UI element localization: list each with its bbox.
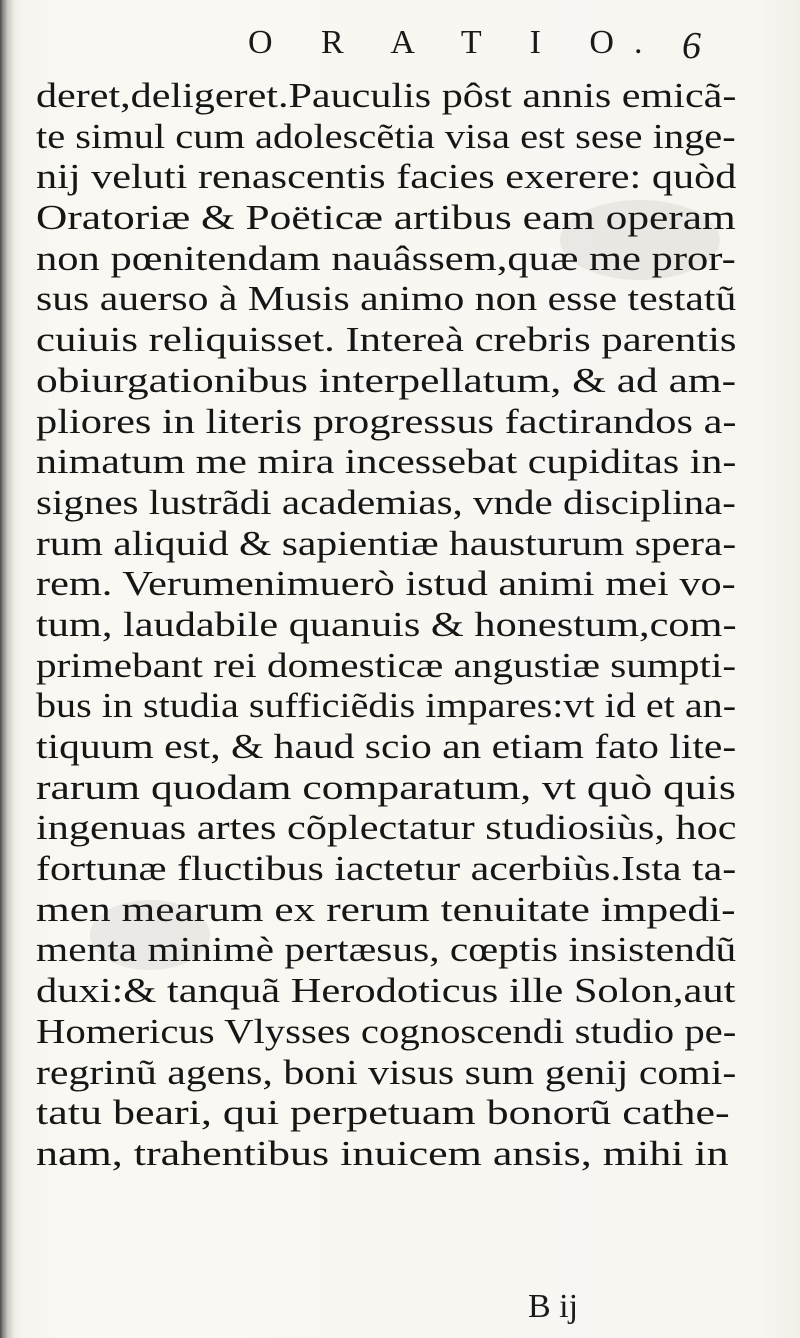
text-line: pliores in literis progressus factirandos a-: [36, 401, 737, 441]
text-line: rem. Verumenimuerò istud animi mei vo-: [36, 564, 736, 604]
text-line: primebant rei domesticæ angustiæ sumpti-: [36, 645, 737, 685]
text-line: bus in studia sufficiẽdis impares:vt id et an-: [36, 686, 737, 726]
text-line: non pœnitendam nauâssem,quæ me pror-: [36, 238, 736, 278]
text-line: fortunæ fluctibus iactetur acerbiùs.Ista ta-: [36, 849, 737, 889]
text-line: ingenuas artes cõplectatur studiosiùs, hoc: [36, 808, 737, 848]
text-line: men mearum ex rerum tenuitate impedi-: [36, 889, 736, 929]
text-line: tiquum est, & haud scio an etiam fato lite-: [36, 727, 737, 766]
text-line: tatu beari, qui perpetuam bonorũ cathe-: [36, 1093, 730, 1133]
text-line: menta minimè pertæsus, cœptis insistendũ: [36, 930, 737, 970]
running-head: O R A T I O.: [248, 24, 663, 61]
text-line: rarum quodam comparatum, vt quò quis: [36, 767, 736, 807]
text-line: sus auerso à Musis animo non esse testatũ: [36, 279, 737, 319]
text-line: Oratoriæ & Poëticæ artibus eam operam: [36, 198, 736, 238]
text-line: cuiuis reliquisset. Intereà crebris parentis: [36, 320, 737, 360]
text-line: tum, laudabile quanuis & honestum,com-: [36, 604, 737, 644]
text-line: rum aliquid & sapientiæ hausturum spera-: [36, 523, 737, 563]
text-line: Homericus Vlysses cognoscendi studio pe-: [36, 1011, 737, 1051]
text-line: nam, trahentibus inuicem ansis, mihi in: [36, 1133, 729, 1173]
text-line: signes lustrãdi academias, vnde disciplina-: [36, 482, 736, 522]
binding-gutter: [0, 0, 14, 1338]
text-line: obiurgationibus interpellatum, & ad am-: [36, 360, 737, 400]
text-line: deret,deligeret.Pauculis pôst annis emicã-: [36, 76, 737, 115]
text-line: duxi:& tanquã Herodoticus ille Solon,aut: [36, 971, 736, 1011]
body-text: [36, 76, 736, 1175]
text-line: te simul cum adolescẽtia visa est sese inge-: [36, 116, 736, 156]
page-number: 6: [682, 25, 701, 67]
text-line: nij veluti renascentis facies exerere: quòd: [36, 157, 737, 197]
text-line: regrinũ agens, boni visus sum genij comi-: [36, 1052, 737, 1092]
signature-mark: B ij: [528, 1288, 579, 1325]
text-line: nimatum me mira incessebat cupiditas in-: [36, 442, 737, 482]
